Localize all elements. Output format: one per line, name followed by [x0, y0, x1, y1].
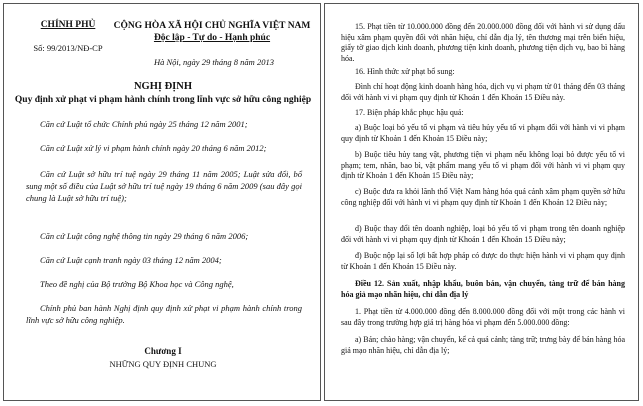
chapter-number: Chương I [144, 346, 182, 356]
chapter-name: NHỮNG QUY ĐỊNH CHUNG [109, 359, 217, 369]
decree-first-page [3, 3, 321, 401]
nation-name: CỘNG HÒA XÃ HỘI CHỦ NGHĨA VIỆT NAM [113, 21, 311, 31]
issuer-block [30, 20, 106, 54]
clause-paragraph: 1. Phạt tiền từ 4.000.000 đồng đến 8.000.000 đồng đối với một trong các hành vi sau đây trong trường hợp giá trị hàng hóa vi phạm đến 5.000.000 đồng: [341, 307, 625, 327]
article-heading: Điều 12. Sản xuất, nhập khẩu, buôn bán, vận chuyển, tàng trữ để bán hàng hóa giả mạo nhãn hiệu, chỉ dẫn địa lý [341, 279, 625, 299]
clause-paragraph: a) Bán; chào hàng; vận chuyển, kể cả quá cảnh; tàng trữ; trưng bày để bán hàng hóa giả mạo nhãn hiệu, chỉ dẫn địa lý; [341, 335, 625, 355]
document-title: Quy định xử phạt vi phạm hành chính trong lĩnh vực sở hữu công nghiệp [14, 95, 312, 105]
clause-paragraph: 16. Hình thức xử phạt bổ sung: [355, 67, 455, 76]
clause-paragraph: 15. Phạt tiền từ 10.000.000 đồng đến 20.000.000 đồng đối với hành vi sử dụng dấu hiệu xâm phạm quyền đối với nhãn hiệu, chỉ dẫn địa lý, tên thương mại trên biển hiệu, giấy tờ giao dịch kinh doanh, phương tiện kinh doanh, phương tiện dịch vụ, bao bì hàng hóa. [341, 22, 625, 63]
document-number: Số: 99/2013/NĐ-CP [33, 43, 103, 53]
legal-basis: Căn cứ Luật sở hữu trí tuệ ngày 29 tháng 11 năm 2005; Luật sửa đổi, bổ sung một số điều của Luật sở hữu trí tuệ ngày 19 tháng 6 năm 2009 (sau đây gọi chung là Luật sở hữu trí tuệ); [26, 169, 302, 203]
clause-paragraph: d) Buộc thay đổi tên doanh nghiệp, loại bỏ yếu tố vi phạm trong tên doanh nghiệp đối với hành vi vi phạm quy định từ Khoản 1 đến Khoản 15 Điều này; [341, 224, 625, 244]
proposal-statement: Theo đề nghị của Bộ trưởng Bộ Khoa học và Công nghệ, [40, 279, 234, 289]
issuer-name: CHÍNH PHỦ [40, 20, 96, 30]
enactment-statement: Chính phủ ban hành Nghị định quy định xử phạt vi phạm hành chính trong lĩnh vực sở hữu công nghiệp. [26, 303, 302, 325]
national-motto: Độc lập - Tự do - Hạnh phúc [153, 33, 271, 43]
legal-basis: Căn cứ Luật cạnh tranh ngày 03 tháng 12 năm 2004; [40, 255, 222, 265]
decree-continuation-page [324, 3, 639, 401]
clause-paragraph: Đình chỉ hoạt động kinh doanh hàng hóa, dịch vụ vi phạm từ 01 tháng đến 03 tháng đối với hành vi vi phạm quy định từ Khoản 1 đến Khoản 15 Điều này. [341, 82, 625, 102]
document-type: NGHỊ ĐỊNH [133, 81, 193, 92]
national-header [112, 20, 312, 44]
clause-paragraph: c) Buộc đưa ra khỏi lãnh thổ Việt Nam hàng hóa quá cảnh xâm phạm quyền sở hữu công nghiệp đối với hành vi vi phạm quy định từ Khoản 1 đến Khoản 12 Điều này; [341, 187, 625, 207]
clause-paragraph: b) Buộc tiêu hủy tang vật, phương tiện vi phạm nếu không loại bỏ được yếu tố vi phạm; tem, nhãn, bao bì, vật phẩm mang yếu tố vi phạm đối với hành vi vi phạm quy định từ Khoản 1 đến Khoản 15 Điều này; [341, 150, 625, 180]
legal-basis: Căn cứ Luật công nghệ thông tin ngày 29 tháng 6 năm 2006; [40, 231, 249, 241]
legal-basis: Căn cứ Luật tổ chức Chính phủ ngày 25 tháng 12 năm 2001; [40, 119, 248, 129]
place-date: Hà Nội, ngày 29 tháng 8 năm 2013 [154, 57, 274, 67]
clause-paragraph: đ) Buộc nộp lại số lợi bất hợp pháp có được do thực hiện hành vi vi phạm quy định từ Khoản 1 đến Khoản 15 Điều này. [341, 251, 625, 271]
legal-basis: Căn cứ Luật xử lý vi phạm hành chính ngày 20 tháng 6 năm 2012; [40, 143, 267, 153]
clause-paragraph: a) Buộc loại bỏ yếu tố vi phạm và tiêu hủy yếu tố vi phạm đối với hành vi vi phạm quy định từ Khoản 1 đến Khoản 15 Điều này; [341, 123, 625, 143]
clause-paragraph: 17. Biện pháp khắc phục hậu quả: [355, 108, 464, 117]
